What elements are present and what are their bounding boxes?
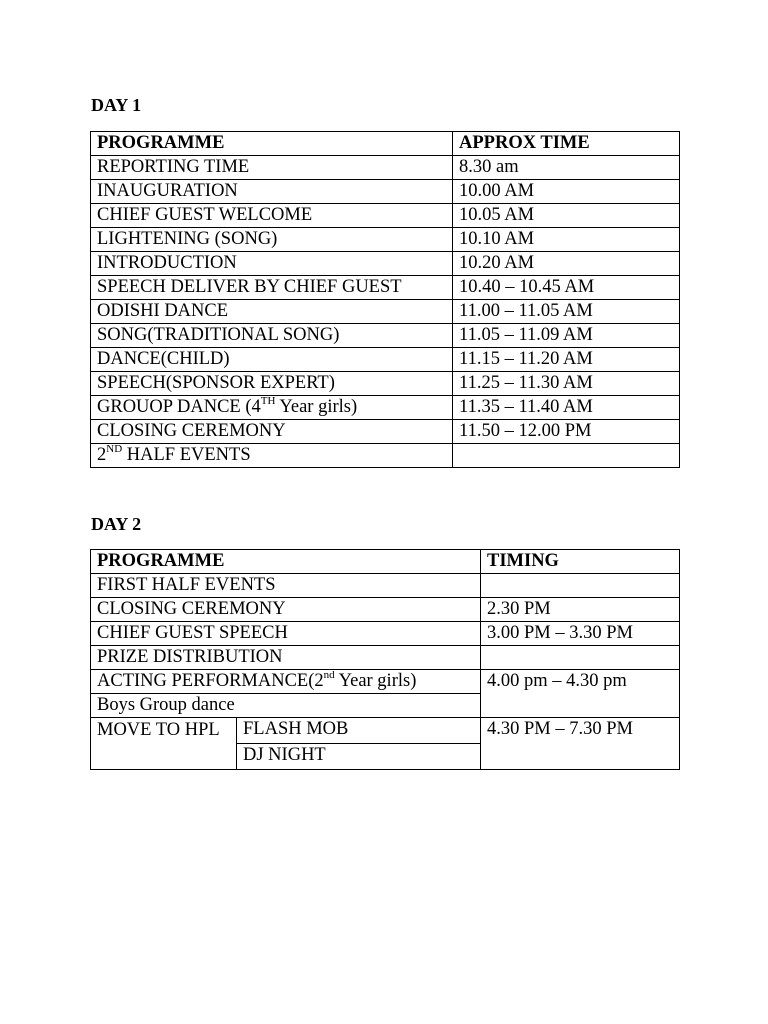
time-cell: 10.10 AM	[453, 228, 680, 252]
time-cell: 10.20 AM	[453, 252, 680, 276]
programme-cell: SONG(TRADITIONAL SONG)	[91, 324, 453, 348]
timing-cell: 3.00 PM – 3.30 PM	[481, 622, 680, 646]
programme-cell: SPEECH(SPONSOR EXPERT)	[91, 372, 453, 396]
column-header-timing: TIMING	[481, 550, 680, 574]
table-row	[91, 348, 680, 372]
table-row	[91, 228, 680, 252]
programme-cell: ACTING PERFORMANCE(2nd Year girls)	[91, 670, 481, 694]
time-cell: 11.35 – 11.40 AM	[453, 396, 680, 420]
programme-cell: CLOSING CEREMONY	[91, 420, 453, 444]
programme-cell: INTRODUCTION	[91, 252, 453, 276]
programme-cell: DANCE(CHILD)	[91, 348, 453, 372]
programme-cell: CLOSING CEREMONY	[91, 598, 481, 622]
programme-cell: LIGHTENING (SONG)	[91, 228, 453, 252]
table-row	[91, 252, 680, 276]
time-cell: 8.30 am	[453, 156, 680, 180]
table-row	[91, 646, 680, 670]
timing-cell: 4.30 PM – 7.30 PM	[481, 718, 680, 770]
timing-cell: 2.30 PM	[481, 598, 680, 622]
programme-cell: 2ND HALF EVENTS	[91, 444, 453, 468]
time-cell: 11.00 – 11.05 AM	[453, 300, 680, 324]
programme-cell: INAUGURATION	[91, 180, 453, 204]
programme-cell: PRIZE DISTRIBUTION	[91, 646, 481, 670]
table-row	[91, 204, 680, 228]
programme-cell: REPORTING TIME	[91, 156, 453, 180]
time-cell: 11.15 – 11.20 AM	[453, 348, 680, 372]
column-header-time: APPROX TIME	[453, 132, 680, 156]
table-row	[91, 574, 680, 598]
table-row	[91, 372, 680, 396]
day2-heading: DAY 2	[91, 514, 142, 534]
table-row	[91, 622, 680, 646]
programme-cell: CHIEF GUEST WELCOME	[91, 204, 453, 228]
timing-cell	[481, 574, 680, 598]
table-row	[91, 396, 680, 420]
programme-cell: GROUOP DANCE (4TH Year girls)	[91, 396, 453, 420]
time-cell: 10.40 – 10.45 AM	[453, 276, 680, 300]
timing-cell: 4.00 pm – 4.30 pm	[481, 670, 680, 718]
time-cell: 10.05 AM	[453, 204, 680, 228]
time-cell	[453, 444, 680, 468]
column-header-programme: PROGRAMME	[91, 550, 481, 574]
table-row	[91, 180, 680, 204]
table-row	[91, 156, 680, 180]
timing-cell	[481, 646, 680, 670]
programme-cell: FIRST HALF EVENTS	[91, 574, 481, 598]
day1-heading: DAY 1	[91, 95, 142, 115]
table-row	[91, 420, 680, 444]
time-cell: 10.00 AM	[453, 180, 680, 204]
day2-schedule-table	[90, 549, 680, 770]
table-header-row	[91, 550, 680, 574]
programme-cell: SPEECH DELIVER BY CHIEF GUEST	[91, 276, 453, 300]
table-row	[91, 598, 680, 622]
table-row	[91, 718, 680, 744]
time-cell: 11.50 – 12.00 PM	[453, 420, 680, 444]
table-row	[91, 276, 680, 300]
table-row	[91, 670, 680, 694]
day1-schedule-table	[90, 131, 680, 468]
time-cell: 11.05 – 11.09 AM	[453, 324, 680, 348]
programme-cell: ODISHI DANCE	[91, 300, 453, 324]
event-cell: FLASH MOB	[237, 718, 481, 744]
programme-cell: CHIEF GUEST SPEECH	[91, 622, 481, 646]
event-cell: DJ NIGHT	[237, 744, 481, 770]
table-row	[91, 444, 680, 468]
table-row	[91, 324, 680, 348]
column-header-programme: PROGRAMME	[91, 132, 453, 156]
table-header-row	[91, 132, 680, 156]
time-cell: 11.25 – 11.30 AM	[453, 372, 680, 396]
programme-cell: Boys Group dance	[91, 694, 481, 718]
table-row	[91, 300, 680, 324]
move-to-hpl-cell: MOVE TO HPL	[91, 718, 237, 770]
